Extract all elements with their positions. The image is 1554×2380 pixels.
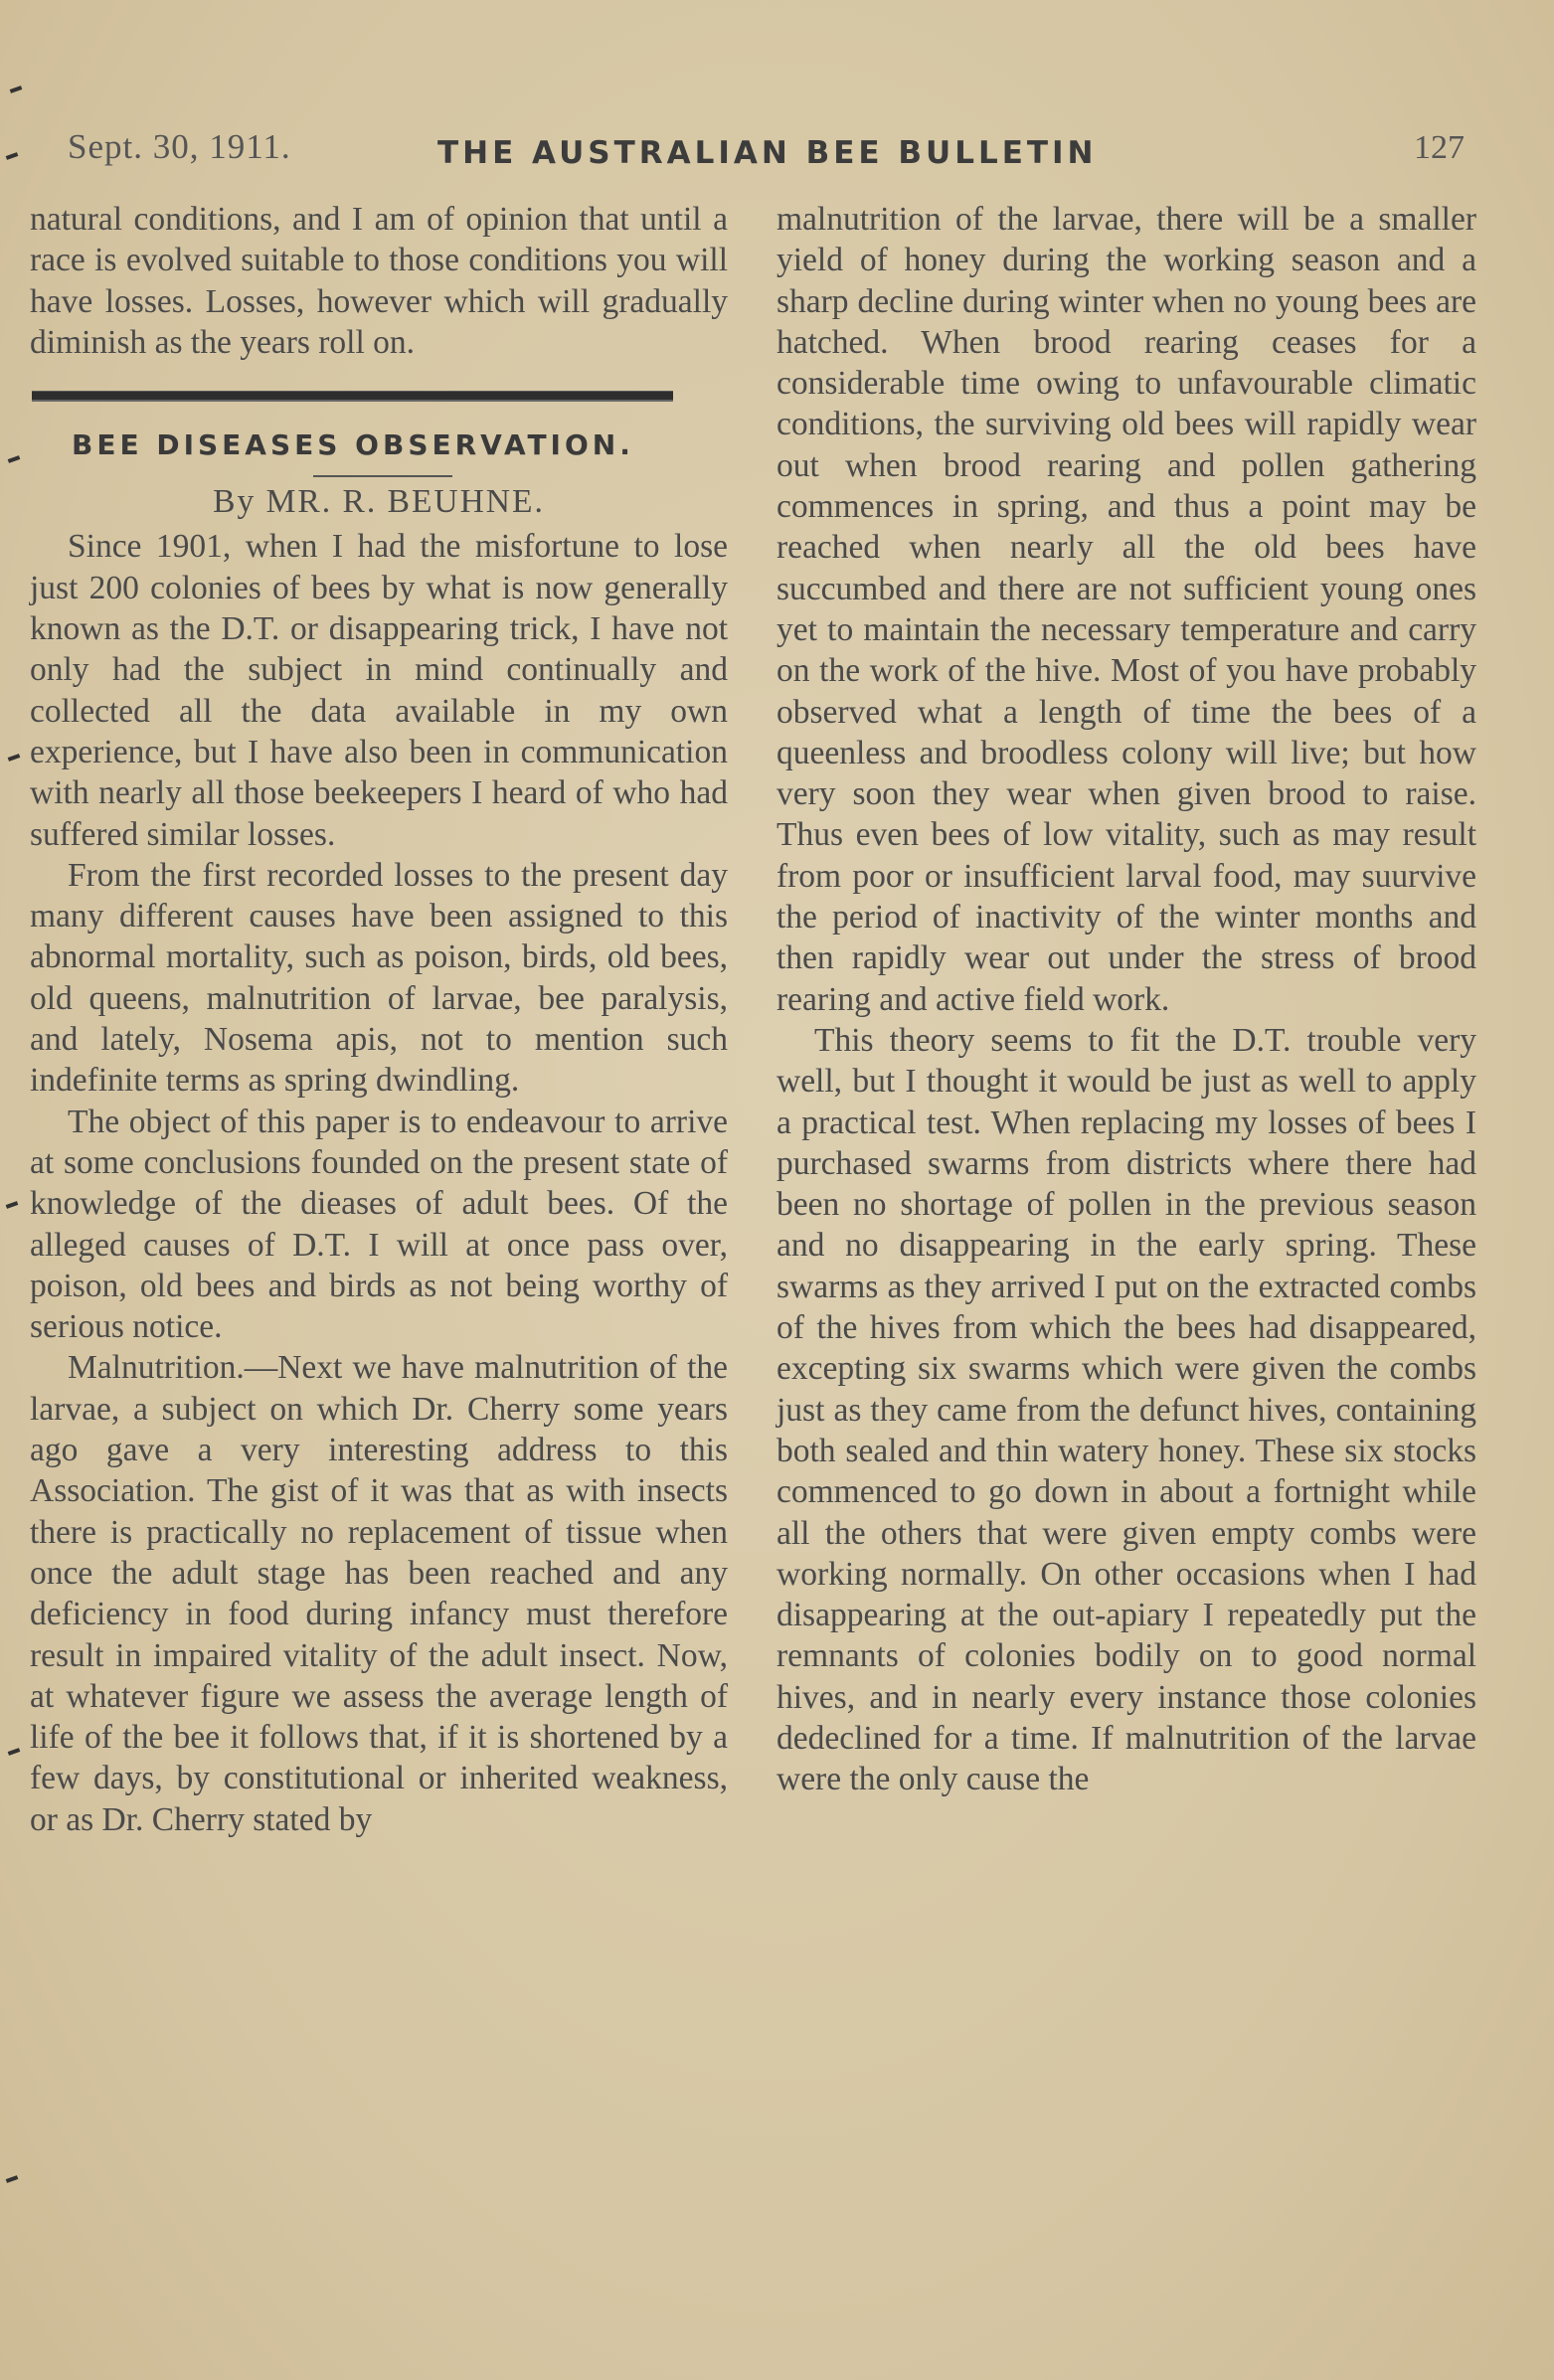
margin-mark	[8, 754, 21, 762]
right-column	[777, 199, 1476, 1800]
margin-mark	[6, 1201, 19, 1209]
margin-mark	[8, 455, 21, 463]
margin-mark	[6, 2175, 19, 2183]
article-heading: BEE DISEASES OBSERVATION.	[72, 428, 634, 462]
header-date: Sept. 30, 1911.	[68, 127, 291, 166]
paragraph: Since 1901, when I had the misfortune to lose just 200 colonies of bees by what is now generally known as the D.T. or disappearing trick, I have not only had the subject in mind continually and collected all the data available in my own experience, but I have also been in communication with nearly all those beekeepers I heard of who had suffered similar losses.	[30, 528, 728, 853]
margin-mark	[6, 152, 19, 160]
paragraph: This theory seems to fit the D.T. trouble very well, but I thought it would be just as well to apply a practical test. When replacing my losses of bees I purchased swarms from districts where there had been no shortage of pollen in the previous season and no disappearing in the early spring. These swarms as they arrived I put on the extracted combs of the hives from which the bees had disappeared, excepting six swarms which were given the combs just as they came from the defunct hives, containing both sealed and thin watery honey. These six stocks commenced to go down in about a fortnight while all the others that were given empty combs were working normally. On other occasions when I had disappearing at the out-apiary I repeatedly put the remnants of colonies bodily on to good normal hives, and in nearly every instance those colonies dedeclined for a time. If malnutrition of the larvae were the only cause the	[777, 1021, 1476, 1798]
margin-mark	[8, 1748, 21, 1756]
byline: By MR. R. BEUHNE.	[213, 483, 545, 521]
paragraph: From the first recorded losses to the present day many different causes have been assigned to this abnormal mortality, such as poison, birds, old bees, old queens, malnutrition of larvae, bee paralysis, and lately, Nosema apis, not to mention such indefinite terms as spring dwindling.	[30, 856, 728, 1100]
page-number: 127	[1414, 129, 1465, 166]
margin-mark	[10, 85, 23, 93]
paragraph: The object of this paper is to endeavour to arrive at some conclusions founded on the present state of knowledge of the dieases of adult bees. Of the alleged causes of D.T. I will at once pass over, poison, old bees and birds as not being worthy of serious notice.	[30, 1103, 728, 1346]
heading-rule	[313, 475, 452, 477]
running-header	[60, 127, 1465, 187]
section-divider	[32, 391, 673, 402]
paragraph: malnutrition of the larvae, there will be a smaller yield of honey during the working season and a sharp decline during winter when no young bees are hatched. When brood rearing ceases for a considerable time owing to unfavourable climatic conditions, the surviving old bees will rapidly wear out when brood rearing and pollen gathering commences in spring, and thus a point may be reached when nearly all the old bees have succumbed and there are not sufficient young ones yet to maintain the necessary temperature and carry on the work of the hive. Most of you have probably observed what a length of time the bees of a queenless and broodless colony will live; but how very soon they wear when given brood to raise. Thus even bees of low vitality, such as may result from poor or insufficient larval food, may suurvive the period of inactivity of the winter months and then rapidly wear out under the stress of brood rearing and active field work.	[777, 201, 1476, 1018]
paragraph: Malnutrition.—Next we have malnutrition of the larvae, a subject on which Dr. Cherry some years ago gave a very interesting address to this Association. The gist of it was that as with insects there is practically no replacement of tissue when once the adult stage has been reached and any deficiency in food during infancy must therefore result in impaired vitality of the adult insect. Now, at whatever figure we assess the average length of life of the bee it follows that, if it is shortened by a few days, by constitutional or inherited weakness, or as Dr. Cherry stated by	[30, 1349, 728, 1838]
header-title: THE AUSTRALIAN BEE BULLETIN	[437, 135, 1098, 171]
intro-paragraph: natural conditions, and I am of opinion that until a race is evolved suitable to those conditions you will have losses. Losses, however which will gradually diminish as the years roll on.	[30, 201, 728, 361]
left-column	[30, 199, 728, 1840]
